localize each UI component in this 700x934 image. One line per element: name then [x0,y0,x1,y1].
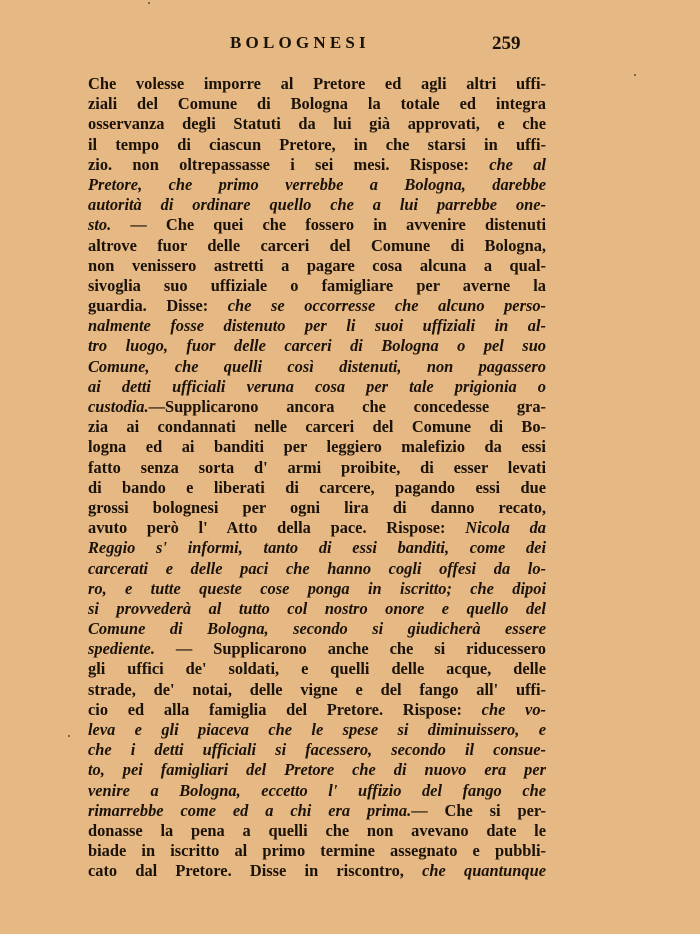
text-line [88,680,546,700]
page-number: 259 [492,33,521,54]
text-segment: guardia. Disse: [88,296,228,316]
text-line [88,700,546,720]
text-segment: cio ed alla famiglia del Pretore. Rispose: [88,699,482,719]
italic-segment: Reggio s' informi, tanto di essi banditi, come dei [88,538,546,558]
text-line [88,559,546,579]
italic-segment: che vo- [481,699,546,719]
text-line [88,236,546,256]
italic-segment: sto. [88,215,112,235]
italic-segment: Comune di Bologna, secondo si giudicherà essere [88,619,546,639]
text-line [88,639,546,659]
text-line [88,296,546,316]
text-line [88,175,546,195]
text-line [88,740,546,760]
text-segment: — Che si per- [411,800,546,820]
italic-segment: che i detti ufficiali si facessero, secondo il consue- [88,740,546,760]
text-line [88,316,546,336]
text-line [88,518,546,538]
text-line [88,720,546,740]
italic-segment: si provvederà al tutto col nostro onore e quello del [88,598,546,618]
text-line [88,579,546,599]
text-line [88,458,546,478]
text-segment: zia ai condannati nelle carceri del Comune di Bo- [88,417,546,437]
text-segment: ziali del Comune di Bologna la totale ed integra [88,94,546,114]
text-segment: cato dal Pretore. Disse in riscontro, [88,861,423,881]
text-segment: avuto però l' Atto della pace. Rispose: [88,518,466,538]
text-line [88,114,546,134]
text-line [88,659,546,679]
text-segment: sivoglia suo uffiziale o famigliare per averne la [88,275,546,295]
text-line [88,599,546,619]
italic-segment: Pretore, che primo verrebbe a Bologna, darebbe [88,174,546,194]
italic-segment: Nicola da [465,518,546,538]
text-line [88,437,546,457]
paper-speck [68,735,70,737]
italic-segment: custodia. [88,397,149,416]
text-segment: di bando e liberati di carcere, pagando essi due [88,477,546,497]
paper-speck [634,74,636,76]
text-line [88,276,546,296]
text-segment: osservanza degli Statuti da lui già approvati, e che [88,114,546,134]
text-line [88,417,546,437]
text-line [88,861,546,881]
text-line [88,215,546,235]
page-header [0,33,700,57]
text-line [88,760,546,780]
text-line [88,821,546,841]
text-line [88,155,546,175]
body-text [88,74,546,882]
text-segment: non venissero astretti a pagare cosa alcuna a qual- [88,255,546,275]
text-segment: il tempo di ciascun Pretore, in che starsi in uffi- [88,134,546,154]
text-line [88,538,546,558]
text-line [88,397,546,417]
text-line [88,256,546,276]
italic-segment: ro, e tutte queste cose ponga in iscritto; che dipoi [88,578,546,598]
text-segment: Che volesse imporre al Pretore ed agli altri uffi- [88,74,546,93]
text-line [88,619,546,639]
text-line [88,801,546,821]
text-line [88,94,546,114]
text-line [88,841,546,861]
italic-segment: nalmente fosse distenuto per li suoi uffiziali in al- [88,316,546,336]
text-segment: — Che quei che fossero in avvenire distenuti [111,215,546,235]
text-segment: biade in iscritto al primo termine assegnato e pubbli- [88,841,546,861]
text-segment: — Supplicarono anche che si riducessero [154,639,546,659]
italic-segment: tro luogo, fuor delle carceri di Bologna o pel suo [88,336,546,356]
text-line [88,498,546,518]
text-line [88,478,546,498]
text-line [88,377,546,397]
text-segment: zio. non oltrepassasse i sei mesi. Rispose: [88,154,490,174]
text-line [88,195,546,215]
italic-segment: autorità di ordinare quello che a lui parrebbe one- [88,195,546,215]
text-segment: altrove fuor delle carceri del Comune di Bologna, [88,235,546,255]
running-title: BOLOGNESI [230,33,370,52]
text-line [88,357,546,377]
text-segment: logna ed ai banditi per leggiero malefizio da essi [88,437,546,457]
text-segment: fatto senza sorta d' armi proibite, di esser levati [88,457,546,477]
italic-segment: che quantunque [422,861,546,881]
text-segment: strade, de' notai, delle vigne e del fango all' uffi- [88,679,546,699]
text-segment: gli uffici de' soldati, e quelli delle acque, delle [88,659,546,679]
text-segment: —Supplicarono ancora che concedesse gra- [148,397,546,416]
text-line [88,781,546,801]
italic-segment: leva e gli piaceva che le spese si diminuissero, e [88,720,546,739]
text-line [88,135,546,155]
italic-segment: to, pei famigliari del Pretore che di nuovo era per [88,760,546,780]
text-line [88,74,546,94]
italic-segment: spediente. [88,639,155,659]
italic-segment: Comune, che quelli così distenuti, non pagassero [88,356,546,376]
italic-segment: che al [489,154,546,174]
italic-segment: che se occorresse che alcuno perso- [227,296,546,316]
paper-speck [148,2,150,4]
text-line [88,336,546,356]
italic-segment: rimarrebbe come ed a chi era prima. [88,800,412,820]
text-segment: grossi bolognesi per ogni lira di danno recato, [88,497,546,517]
text-segment: donasse la pena a quelli che non avevano date le [88,820,546,840]
italic-segment: carcerati e delle paci che hanno cogli offesi da lo- [88,558,546,578]
italic-segment: ai detti ufficiali veruna cosa per tale prigionia o [88,376,546,396]
italic-segment: venire a Bologna, eccetto l' uffizio del fango che [88,780,546,800]
